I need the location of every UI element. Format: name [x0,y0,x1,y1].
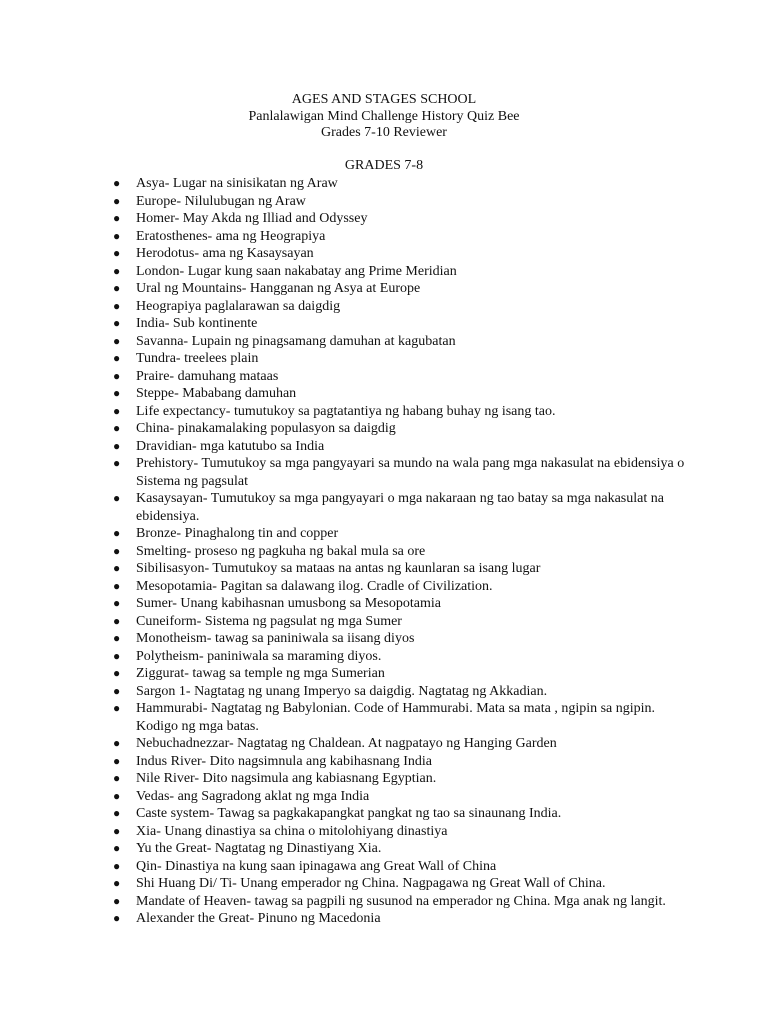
bullet-icon: ● [113,368,121,383]
list-item-text: Polytheism- paniniwala sa maraming diyos. [136,648,382,664]
list-item [0,333,768,351]
bullet-icon: ● [113,771,121,785]
list-item [0,298,768,316]
bullet-icon: ● [113,281,121,295]
list-item [0,525,768,543]
bullet-icon: ● [113,596,121,610]
list-item [0,210,768,228]
list-item-text: Heograpiya paglalarawan sa daigdig [136,298,341,314]
list-item [0,840,768,858]
event-title: Panlalawigan Mind Challenge History Quiz Bee [248,108,520,124]
bullet-icon: ● [113,613,121,628]
list-item [0,280,768,298]
list-item-text: Caste system- Tawag sa pagkakapangkat pangkat ng tao sa sinaunang India. [136,806,562,821]
list-item-text: Homer- May Akda ng Illiad and Odyssey [136,211,368,226]
list-item-text: Nile River- Dito nagsimula ang kabiasnang Egyptian. [136,771,437,786]
list-item-text: China- pinakamalaking populasyon sa daigdig [136,421,396,436]
list-item-text: Ural ng Mountains- Hangganan ng Asya at Europe [136,281,421,296]
list-item-text: Bronze- Pinaghalong tin and copper [136,526,339,541]
list-item [0,228,768,246]
bullet-icon: ● [113,736,121,750]
list-item [0,175,768,193]
list-item [0,893,768,911]
list-item-text: Hammurabi- Nagtatag ng Babylonian. Code of Hammurabi. Mata sa mata , ngipin sa ngipin. Kodigo ng mga batas. [136,701,656,734]
list-item-text: Indus River- Dito nagsimnula ang kabihasnang India [136,753,432,769]
bullet-icon: ● [113,841,121,855]
list-item-text: Nebuchadnezzar- Nagtatag ng Chaldean. At nagpatayo ng Hanging Garden [136,736,557,751]
bullet-icon: ● [113,666,121,680]
list-item-text: Steppe- Mababang damuhan [136,386,297,401]
list-item [0,385,768,403]
bullet-icon: ● [113,351,121,365]
list-item-text: Dravidian- mga katutubo sa India [136,438,325,454]
list-item [0,350,768,368]
list-item-text: Savanna- Lupain ng pinagsamang damuhan at kagubatan [136,333,456,349]
list-item-text: Praire- damuhang mataas [136,368,279,384]
list-item [0,700,768,735]
bullet-icon: ● [113,246,121,260]
list-item [0,613,768,631]
list-item [0,735,768,753]
bullet-icon: ● [113,631,121,645]
bullet-icon: ● [113,701,121,715]
list-item [0,683,768,701]
list-item-text: Sargon 1- Nagtatag ng unang Imperyo sa daigdig. Nagtatag ng Akkadian. [136,683,548,699]
bullet-icon: ● [113,911,121,925]
section-title: GRADES 7-8 [344,158,424,173]
bullet-icon: ● [113,893,121,908]
bullet-icon: ● [113,753,121,768]
list-item-text: Prehistory- Tumutukoy sa mga pangyayari sa mundo na wala pang mga nakasulat na ebidensiya o Sistema ng pagsulat [136,456,685,489]
list-item-text: Monotheism- tawag sa paniniwala sa iisang diyos [136,631,415,646]
bullet-icon: ● [113,263,121,278]
bullet-icon: ● [113,543,121,558]
bullet-icon: ● [113,298,121,313]
bullet-icon: ● [113,421,121,435]
bullet-icon: ● [113,876,121,890]
bullet-icon: ● [113,316,121,330]
bullet-icon: ● [113,648,121,663]
bullet-icon: ● [113,858,121,873]
list-item [0,648,768,666]
list-item-text: Eratosthenes- ama ng Heograpiya [136,228,326,244]
bullet-icon: ● [113,386,121,400]
bullet-icon: ● [113,578,121,593]
list-item-text: Alexander the Great- Pinuno ng Macedonia [136,911,381,926]
bullet-icon: ● [113,526,121,540]
list-item-text: Herodotus- ama ng Kasaysayan [136,246,314,261]
list-item-text: Shi Huang Di/ Ti- Unang emperador ng China. Nagpagawa ng Great Wall of China. [136,876,606,891]
list-item [0,665,768,683]
list-item [0,420,768,438]
list-item-text: Kasaysayan- Tumutukoy sa mga pangyayari o mga nakaraan ng tao batay sa mga nakasulat na ebidensiya. [136,491,664,524]
list-item [0,368,768,386]
list-item [0,193,768,211]
list-item-text: Ziggurat- tawag sa temple ng mga Sumerian [136,666,385,681]
list-item-text: Cuneiform- Sistema ng pagsulat ng mga Sumer [136,613,402,629]
list-item-text: Xia- Unang dinastiya sa china o mitolohiyang dinastiya [136,823,448,839]
list-item [0,770,768,788]
list-item [0,578,768,596]
term-list [0,175,768,928]
list-item-text: Vedas- ang Sagradong aklat ng mga India [136,788,370,804]
bullet-icon: ● [113,491,121,505]
bullet-icon: ● [113,561,121,575]
list-item-text: Yu the Great- Nagtatag ng Dinastiyang Xia. [136,841,382,856]
list-item-text: London- Lugar kung saan nakabatay ang Prime Meridian [136,263,457,279]
list-item [0,910,768,928]
bullet-icon: ● [113,823,121,838]
list-item-text: Mandate of Heaven- tawag sa pagpili ng susunod na emperador ng China. Mga anak ng langit. [136,893,666,909]
list-item [0,875,768,893]
reviewer-title: Grades 7-10 Reviewer [321,125,447,140]
list-item-text: Qin- Dinastiya na kung saan ipinagawa ang Great Wall of China [136,858,497,874]
list-item [0,490,768,525]
bullet-icon: ● [113,806,121,820]
list-item [0,858,768,876]
list-item-text: Life expectancy- tumutukoy sa pagtatantiya ng habang buhay ng isang tao. [136,403,556,419]
list-item [0,805,768,823]
list-item [0,543,768,561]
list-item [0,263,768,281]
list-item [0,595,768,613]
bullet-icon: ● [113,683,121,698]
list-item-text: Sibilisasyon- Tumutukoy sa mataas na antas ng kaunlaran sa isang lugar [136,561,541,576]
bullet-icon: ● [113,438,121,453]
list-item [0,315,768,333]
bullet-icon: ● [113,788,121,803]
list-item [0,630,768,648]
list-item [0,753,768,771]
list-item [0,403,768,421]
list-item-text: Asya- Lugar na sinisikatan ng Araw [136,176,338,191]
list-item [0,823,768,841]
bullet-icon: ● [113,176,121,190]
bullet-icon: ● [113,403,121,418]
bullet-icon: ● [113,228,121,243]
list-item [0,245,768,263]
list-item-text: Sumer- Unang kabihasnan umusbong sa Mesopotamia [136,596,441,611]
list-item [0,455,768,490]
list-item-text: Smelting- proseso ng pagkuha ng bakal mula sa ore [136,543,426,559]
school-name: AGES AND STAGES SCHOOL [291,92,477,107]
bullet-icon: ● [113,333,121,348]
bullet-icon: ● [113,456,121,470]
list-item-text: Mesopotamia- Pagitan sa dalawang ilog. Cradle of Civilization. [136,578,493,594]
document-header [0,92,768,142]
list-item-text: Europe- Nilulubugan ng Araw [136,193,306,209]
list-item [0,438,768,456]
bullet-icon: ● [113,211,121,225]
list-item-text: Tundra- treelees plain [136,351,259,366]
bullet-icon: ● [113,193,121,208]
list-item [0,788,768,806]
list-item-text: India- Sub kontinente [136,316,258,331]
list-item [0,560,768,578]
